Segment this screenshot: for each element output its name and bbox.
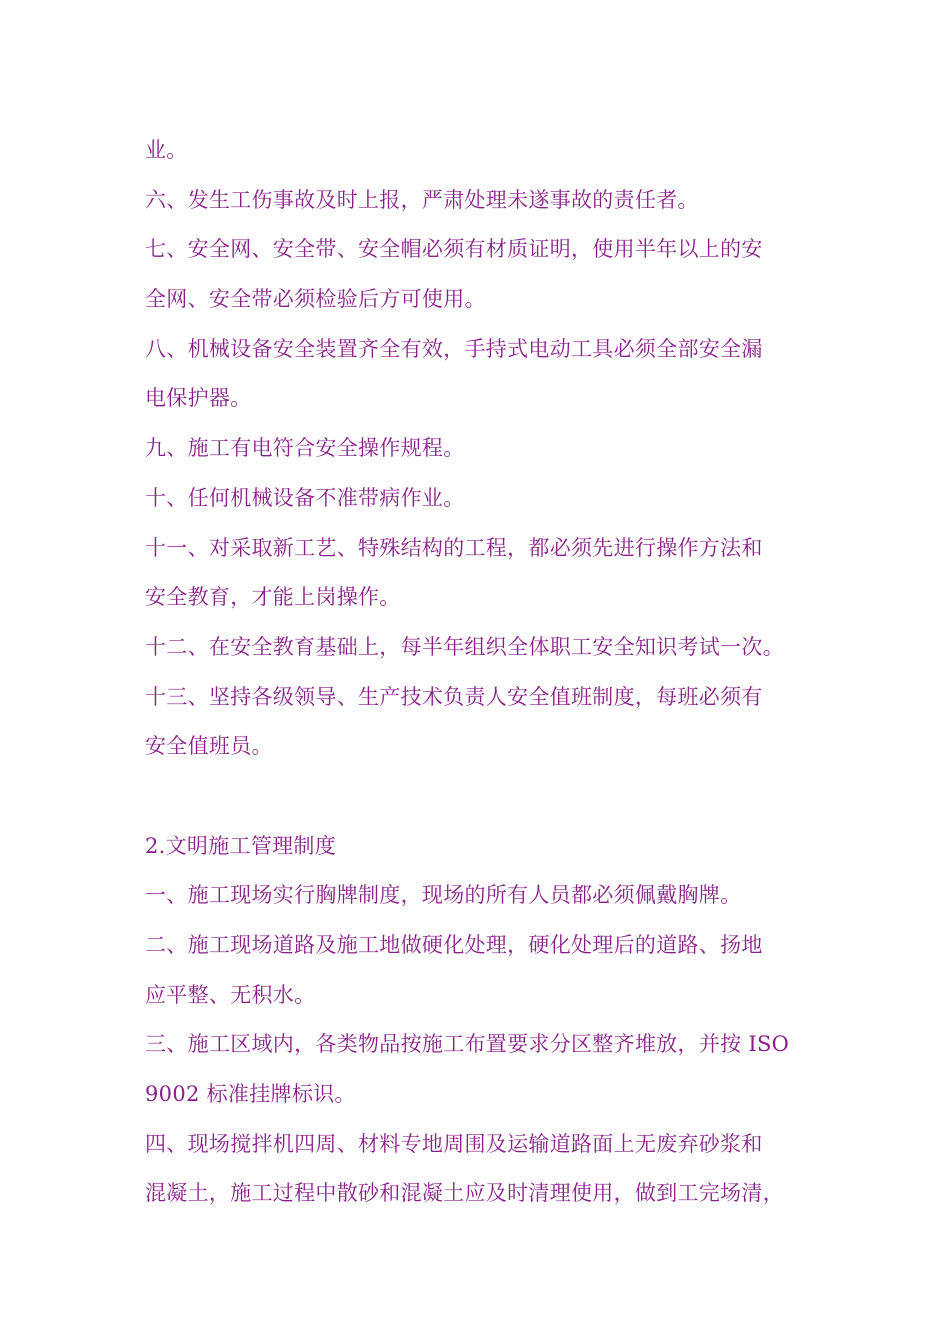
text-line: 四、现场搅拌机四周、材料专地周围及运输道路面上无废弃砂浆和 [145, 1131, 763, 1156]
text-line: 安全值班员。 [145, 734, 273, 759]
text-line: 三、施工区域内，各类物品按施工布置要求分区整齐堆放，并按 ISO [145, 1032, 790, 1057]
text-line: 应平整、无积水。 [145, 982, 316, 1007]
text-line: 十一、对采取新工艺、特殊结构的工程，都必须先进行操作方法和 [145, 535, 763, 560]
text-line: 九、施工有电符合安全操作规程。 [145, 436, 465, 461]
text-line: 业。 [145, 138, 188, 162]
text-line: 十三、坚持各级领导、生产技术负责人安全值班制度，每班必须有 [145, 684, 763, 709]
text-line: 安全教育，才能上岗操作。 [145, 585, 401, 610]
text-line: 十二、在安全教育基础上，每半年组织全体职工安全知识考试一次。 [145, 634, 784, 659]
section-title: 2.文明施工管理制度 [145, 833, 337, 858]
text-line: 电保护器。 [145, 386, 252, 411]
text-line: 混凝土，施工过程中散砂和混凝土应及时清理使用，做到工完场清， [145, 1181, 784, 1206]
paragraph-gap [145, 772, 825, 822]
text-line: 一、施工现场实行胸牌制度，现场的所有人员都必须佩戴胸牌。 [145, 883, 742, 908]
text-line: 十、任何机械设备不准带病作业。 [145, 485, 465, 510]
text-line: 六、发生工伤事故及时上报，严肃处理未遂事故的责任者。 [145, 187, 699, 212]
text-line: 八、机械设备安全装置齐全有效，手持式电动工具必须全部安全漏 [145, 336, 763, 361]
text-line: 七、安全网、安全带、安全帽必须有材质证明，使用半年以上的安 [145, 237, 763, 262]
text-line: 9002 标准挂牌标识。 [145, 1082, 356, 1107]
text-line: 二、施工现场道路及施工地做硬化处理，硬化处理后的道路、扬地 [145, 933, 763, 957]
document-body [145, 126, 825, 1219]
text-line: 全网、安全带必须检验后方可使用。 [145, 287, 486, 312]
